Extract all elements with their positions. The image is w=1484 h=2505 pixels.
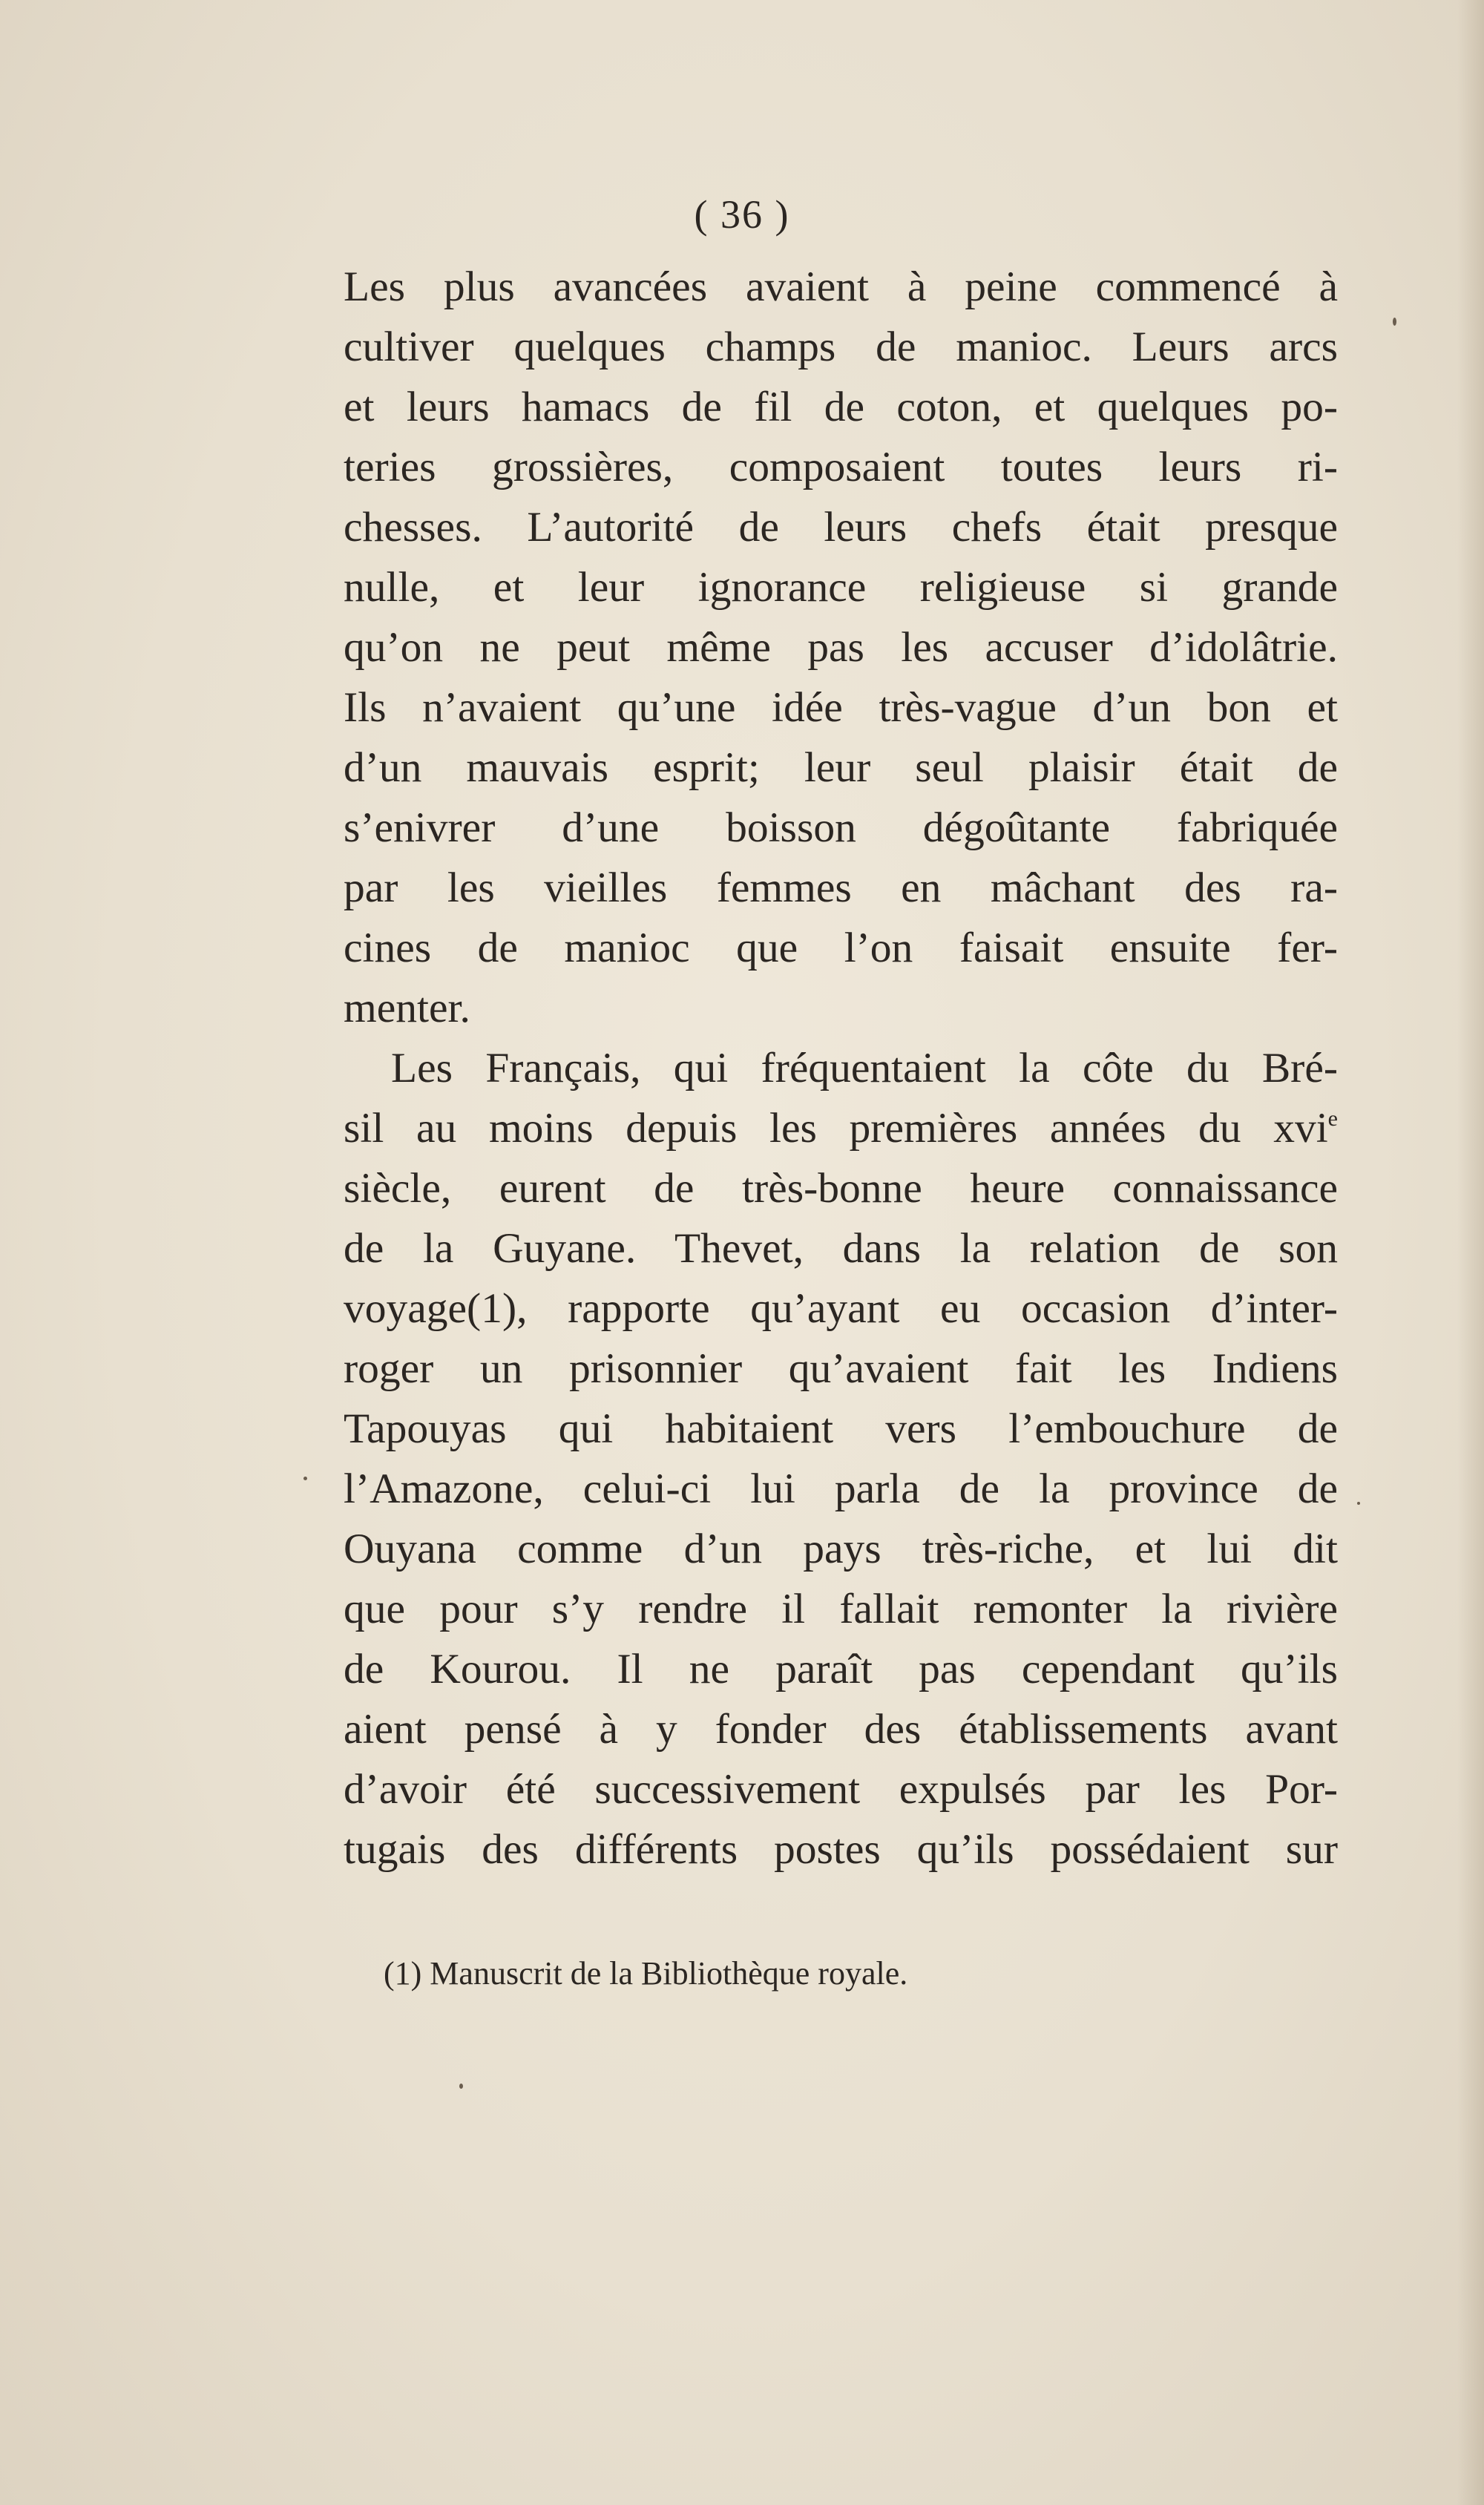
text-line: Ouyana comme d’un pays très-riche, et lui dit [344,1526,1338,1572]
body-text [344,257,1338,1879]
paper-speck [459,2084,463,2089]
superscript: e [1327,1106,1338,1131]
text-line: Les plus avancées avaient à peine commencé à [344,263,1338,310]
text-line: cines de manioc que l’on faisait ensuite fer- [344,925,1338,971]
text-line: teries grossières, composaient toutes leurs ri- [344,444,1338,490]
text-line: chesses. L’autorité de leurs chefs était presque [344,504,1338,551]
text-line: et leurs hamacs de fil de coton, et quelques po- [344,384,1338,430]
page-number: ( 36 ) [694,192,790,237]
text-line: cultiver quelques champs de manioc. Leurs arcs [344,324,1338,370]
text-line: s’enivrer d’une boisson dégoûtante fabriquée [344,804,1338,851]
text-line: Ils n’avaient qu’une idée très-vague d’un bon et [344,684,1338,731]
text-line-with-superscript [344,1098,1338,1158]
text-line: l’Amazone, celui-ci lui parla de la province de [344,1465,1338,1512]
text-line: qu’on ne peut même pas les accuser d’idolâtrie. [344,624,1338,671]
text-line: de Kourou. Il ne paraît pas cependant qu’ils [344,1646,1338,1693]
text-line: roger un prisonnier qu’avaient fait les Indiens [344,1345,1338,1392]
text-line: siècle, eurent de très-bonne heure connaissance [344,1165,1338,1212]
text-line: par les vieilles femmes en mâchant des ra- [344,864,1338,911]
text-line: que pour s’y rendre il fallait remonter la rivière [344,1586,1338,1632]
text-line: aient pensé à y fonder des établissements avant [344,1706,1338,1753]
paper-speck [303,1477,307,1480]
paper-speck [1393,318,1396,326]
page-edge-shadow [1457,0,1484,2505]
text-line: d’un mauvais esprit; leur seul plaisir était de [344,744,1338,791]
text-line: voyage(1), rapporte qu’ayant eu occasion d’inter- [344,1285,1338,1332]
text-line: menter. [344,985,470,1031]
text-line: tugais des différents postes qu’ils possédaient sur [344,1826,1338,1873]
text-line: Les Français, qui fréquentaient la côte du Bré- [391,1045,1338,1091]
paper-speck [1357,1502,1360,1505]
footnote: (1) Manuscrit de la Bibliothèque royale. [384,1955,908,1992]
text-line: Tapouyas qui habitaient vers l’embouchure de [344,1405,1338,1452]
text-line: de la Guyane. Thevet, dans la relation de son [344,1225,1338,1272]
text-line: d’avoir été successivement expulsés par les Por- [344,1766,1338,1813]
text-line-part: sil au moins depuis les premières années du xvi [344,1105,1328,1152]
text-line: nulle, et leur ignorance religieuse si grande [344,564,1338,611]
